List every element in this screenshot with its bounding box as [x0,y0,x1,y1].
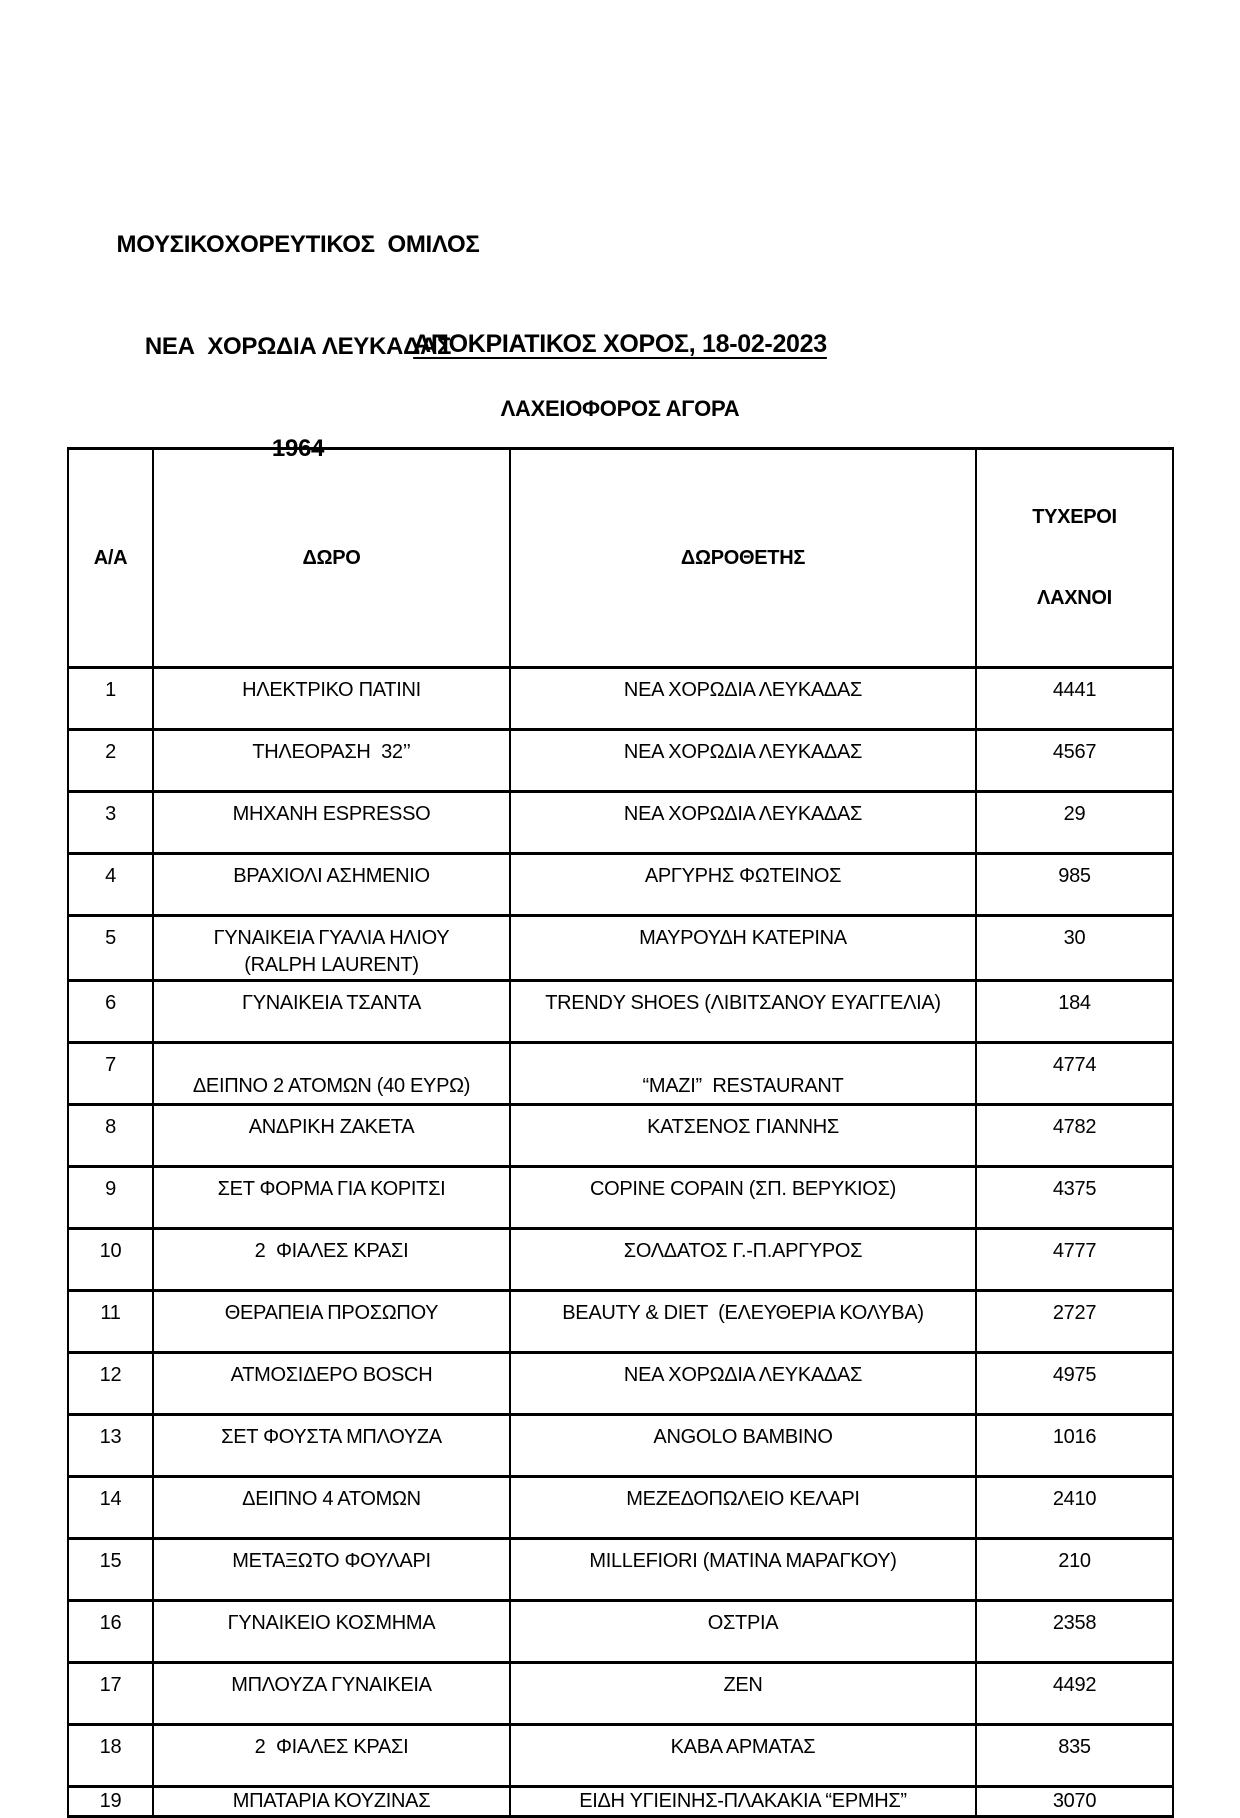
cell-lucky-number-text: 4375 [1052,1178,1097,1200]
cell-index-text: 2 [105,741,116,763]
table-row [68,1105,1173,1167]
cell-index [68,1539,153,1601]
header-lucky-line1: ΤΥΧΕΡΟΙ [1032,506,1117,528]
cell-lucky-number-text: 2727 [1052,1302,1097,1324]
cell-donor [510,1167,976,1229]
cell-donor-text: ΝΕΑ ΧΟΡΩΔΙΑ ΛΕΥΚΑΔΑΣ [623,803,863,825]
cell-donor [510,1229,976,1291]
cell-gift-text: ΑΝΔΡΙΚΗ ΖΑΚΕΤΑ [248,1116,415,1138]
cell-donor-text: ΣΟΛΔΑΤΟΣ Γ.-Π.ΑΡΓΥΡΟΣ [623,1240,863,1262]
table-row [68,1663,1173,1725]
table-row [68,1539,1173,1601]
cell-gift-text: ΔΕΙΠΝΟ 4 ΑΤΟΜΩΝ [242,1488,421,1510]
cell-donor [510,1353,976,1415]
cell-index [68,854,153,916]
cell-donor-text: MILLEFIORI (ΜΑΤΙΝΑ ΜΑΡΑΓΚΟΥ) [589,1550,897,1572]
cell-index-text: 12 [99,1364,122,1386]
cell-gift-text: 2 ΦΙΑΛΕΣ ΚΡΑΣΙ [254,1736,409,1758]
table-row [68,916,1173,981]
cell-gift [153,1601,510,1663]
cell-lucky-number-text: 4774 [1052,1054,1097,1076]
cell-donor [510,1105,976,1167]
cell-index-text: 3 [105,803,116,825]
table-row [68,792,1173,854]
cell-lucky-number-text: 30 [1063,927,1086,949]
cell-index-text: 17 [99,1674,122,1696]
cell-gift-text: ΣΕΤ ΦΟΥΣΤΑ ΜΠΛΟΥΖΑ [221,1426,442,1448]
cell-gift-text: ΓΥΝΑΙΚΕΙΟ ΚΟΣΜΗΜΑ [227,1612,436,1634]
cell-index [68,1601,153,1663]
cell-donor-text: ΝΕΑ ΧΟΡΩΔΙΑ ΛΕΥΚΑΔΑΣ [623,1364,863,1386]
table-row [68,1477,1173,1539]
header-lucky-line2: ΛΑΧΝΟΙ [1037,587,1112,609]
cell-lucky-number-text: 4567 [1052,741,1097,763]
cell-gift-text: ΤΗΛΕΟΡΑΣΗ 32’’ [252,741,411,763]
cell-donor-text: ΚΑΒΑ ΑΡΜΑΤΑΣ [670,1736,816,1758]
cell-lucky-number [976,1167,1173,1229]
cell-donor-text: ΝΕΑ ΧΟΡΩΔΙΑ ΛΕΥΚΑΔΑΣ [623,679,863,701]
cell-lucky-number-text: 2358 [1052,1612,1097,1634]
table-row [68,1787,1173,1817]
cell-donor-text: TRENDY SHOES (ΛΙΒΙΤΣΑΝΟΥ ΕΥΑΓΓΕΛΙΑ) [545,992,941,1014]
cell-gift-text: 2 ΦΙΑΛΕΣ ΚΡΑΣΙ [254,1240,409,1262]
cell-gift-text: ΜΠΑΤΑΡΙΑ ΚΟΥΖΙΝΑΣ [232,1790,431,1812]
cell-gift-text: ΜΠΛΟΥΖΑ ΓΥΝΑΙΚΕΙΑ [231,1674,432,1696]
cell-index-text: 13 [99,1426,122,1448]
table-row [68,1601,1173,1663]
cell-lucky-number [976,981,1173,1043]
table-row [68,981,1173,1043]
cell-donor-text: ZEN [723,1674,763,1696]
table-row [68,1043,1173,1105]
cell-gift-text: ΘΕΡΑΠΕΙΑ ΠΡΟΣΩΠΟΥ [224,1302,439,1324]
cell-lucky-number-text: 4782 [1052,1116,1097,1138]
cell-lucky-number [976,730,1173,792]
cell-gift [153,916,510,981]
cell-donor-text: COPINE COPAIN (ΣΠ. ΒΕΡΥΚΙΟΣ) [589,1178,896,1200]
cell-index [68,1167,153,1229]
header-col-lucky-numbers [976,449,1173,668]
cell-index [68,730,153,792]
cell-index [68,1415,153,1477]
cell-index [68,1787,153,1817]
cell-donor-text: ΜΑΥΡΟΥΔΗ ΚΑΤΕΡΙΝΑ [639,927,847,949]
cell-donor-text: ΝΕΑ ΧΟΡΩΔΙΑ ΛΕΥΚΑΔΑΣ [623,741,863,763]
header-col-index: Α/Α [68,449,153,668]
table-row [68,1415,1173,1477]
cell-index-text: 9 [105,1178,116,1200]
cell-index [68,1291,153,1353]
org-name-line1: ΜΟΥΣΙΚΟΧΟΡΕΥΤΙΚΟΣ ΟΜΙΛΟΣ [116,231,480,258]
cell-gift [153,981,510,1043]
cell-index-text: 5 [105,927,116,949]
cell-lucky-number-text: 1016 [1052,1426,1097,1448]
cell-donor [510,1725,976,1787]
event-title: ΑΠΟΚΡΙΑΤΙΚΟΣ ΧΟΡΟΣ, 18-02-2023 [413,330,827,358]
cell-donor-text: BEAUTY & DIET (ΕΛΕΥΘΕΡΙΑ ΚΟΛΥΒΑ) [562,1302,924,1324]
cell-lucky-number-text: 4975 [1052,1364,1097,1386]
cell-donor [510,1291,976,1353]
cell-index-text: 6 [105,992,116,1014]
cell-gift [153,1229,510,1291]
cell-gift-text: ΑΤΜΟΣΙΔΕΡΟ BOSCH [230,1364,433,1386]
cell-donor-text: ΑΡΓΥΡΗΣ ΦΩΤΕΙΝΟΣ [644,865,842,887]
cell-lucky-number [976,916,1173,981]
org-founding-year: 1964 [271,435,325,462]
cell-index [68,1229,153,1291]
cell-lucky-number [976,1105,1173,1167]
cell-gift-text: ΣΕΤ ΦΟΡΜΑ ΓΙΑ ΚΟΡΙΤΣΙ [217,1178,446,1200]
cell-donor-text: ΚΑΤΣΕΝΟΣ ΓΙΑΝΝΗΣ [647,1116,839,1138]
cell-index [68,1725,153,1787]
org-name-line2: ΝΕΑ ΧΟΡΩΔΙΑ ΛΕΥΚΑΔΑΣ [144,333,452,360]
cell-gift-text: ΔΕΙΠΝΟ 2 ΑΤΟΜΩΝ (40 ΕΥΡΩ) [192,1075,471,1097]
table-row [68,1291,1173,1353]
cell-lucky-number-text: 4492 [1052,1674,1097,1696]
cell-lucky-number [976,1353,1173,1415]
cell-donor-text: ΟΣΤΡΙΑ [707,1612,779,1634]
cell-gift [153,668,510,730]
cell-lucky-number-text: 210 [1058,1550,1091,1572]
cell-index [68,1043,153,1105]
cell-index-text: 18 [99,1736,122,1758]
cell-lucky-number [976,854,1173,916]
cell-donor-text: ANGOLO BAMBINO [653,1426,833,1448]
cell-lucky-number [976,1787,1173,1817]
cell-donor [510,1601,976,1663]
cell-lucky-number [976,1663,1173,1725]
cell-index [68,1353,153,1415]
cell-gift [153,792,510,854]
cell-donor [510,1663,976,1725]
cell-lucky-number [976,1601,1173,1663]
cell-index [68,668,153,730]
cell-gift-text: ΜΕΤΑΞΩΤΟ ΦΟΥΛΑΡΙ [232,1550,431,1572]
cell-index [68,916,153,981]
cell-gift-text: ΒΡΑΧΙΟΛΙ ΑΣΗΜΕΝΙΟ [233,865,430,887]
cell-gift-text: ΓΥΝΑΙΚΕΙΑ ΤΣΑΝΤΑ [242,992,421,1014]
cell-donor [510,1477,976,1539]
cell-index [68,792,153,854]
cell-donor [510,792,976,854]
cell-gift [153,1787,510,1817]
cell-donor [510,854,976,916]
table-row [68,1353,1173,1415]
cell-lucky-number [976,1477,1173,1539]
cell-gift [153,1539,510,1601]
cell-donor [510,1043,976,1105]
cell-donor [510,1539,976,1601]
cell-index-text: 10 [99,1240,122,1262]
table-row [68,1229,1173,1291]
table-row [68,668,1173,730]
cell-index-text: 11 [100,1302,121,1324]
cell-donor [510,916,976,981]
cell-donor [510,1787,976,1817]
cell-donor-text: “ΜΑΖΙ” RESTAURANT [642,1075,844,1097]
cell-index-text: 4 [105,865,116,887]
cell-lucky-number [976,1725,1173,1787]
cell-index [68,981,153,1043]
cell-index-text: 19 [99,1790,122,1812]
cell-index [68,1663,153,1725]
cell-donor-text: ΕΙΔΗ ΥΓΙΕΙΝΗΣ-ΠΛΑΚΑΚΙΑ “ΕΡΜΗΣ” [579,1790,907,1812]
cell-gift [153,1353,510,1415]
cell-gift [153,1105,510,1167]
cell-lucky-number [976,1539,1173,1601]
cell-lucky-number-text: 3070 [1052,1790,1097,1812]
cell-index-text: 1 [105,679,116,701]
cell-gift [153,1167,510,1229]
cell-index [68,1477,153,1539]
cell-gift-text: ΗΛΕΚΤΡΙΚΟ ΠΑΤΙΝΙ [242,679,421,701]
table-body [68,668,1173,1817]
cell-gift [153,1725,510,1787]
cell-lucky-number [976,1291,1173,1353]
cell-gift [153,1291,510,1353]
cell-lucky-number [976,668,1173,730]
header-col-donor: ΔΩΡΟΘΕΤΗΣ [510,449,976,668]
cell-index [68,1105,153,1167]
cell-gift [153,854,510,916]
header-col-gift: ΔΩΡΟ [153,449,510,668]
table-row [68,730,1173,792]
cell-lucky-number [976,1229,1173,1291]
cell-lucky-number-text: 4777 [1052,1240,1097,1262]
cell-index-text: 8 [105,1116,116,1138]
cell-gift [153,1663,510,1725]
cell-donor [510,981,976,1043]
cell-donor [510,730,976,792]
cell-gift-text: ΓΥΝΑΙΚΕΙΑ ΓΥΑΛΙΑ ΗΛΙΟΥ [213,927,450,949]
cell-gift [153,1477,510,1539]
cell-index-text: 14 [99,1488,122,1510]
cell-index-text: 16 [99,1612,122,1634]
cell-lucky-number [976,1043,1173,1105]
cell-donor [510,1415,976,1477]
cell-lucky-number-text: 184 [1058,992,1091,1014]
cell-gift [153,1415,510,1477]
cell-gift [153,1043,510,1105]
cell-lucky-number-text: 2410 [1052,1488,1097,1510]
raffle-subtitle: ΛΑΧΕΙΟΦΟΡΟΣ ΑΓΟΡΑ [500,396,740,421]
cell-lucky-number [976,792,1173,854]
cell-lucky-number-text: 835 [1058,1736,1091,1758]
cell-lucky-number-text: 4441 [1052,679,1097,701]
cell-donor [510,668,976,730]
cell-index-text: 15 [99,1550,122,1572]
table-row [68,854,1173,916]
table-row [68,1725,1173,1787]
cell-gift-text: ΜΗΧΑΝΗ ESPRESSO [232,803,431,825]
cell-index-text: 7 [105,1054,116,1076]
table-header-row [68,449,1173,668]
cell-lucky-number-text: 985 [1058,865,1091,887]
cell-donor-text: ΜΕΖΕΔΟΠΩΛΕΙΟ ΚΕΛΑΡΙ [626,1488,860,1510]
cell-lucky-number-text: 29 [1063,803,1086,825]
prizes-table [67,447,1174,1818]
cell-gift [153,730,510,792]
cell-gift-text-line2: (RALPH LAURENT) [244,954,419,976]
cell-lucky-number [976,1415,1173,1477]
table-row [68,1167,1173,1229]
